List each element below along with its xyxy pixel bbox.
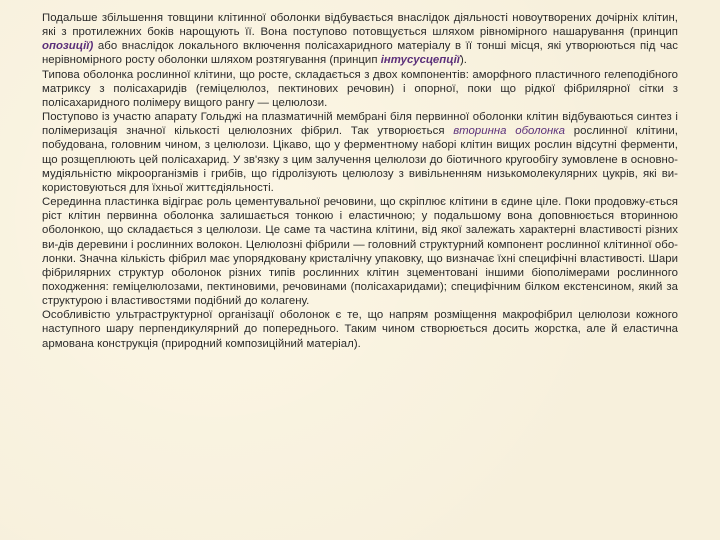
term-intussusception: інтусусцепції bbox=[380, 54, 460, 67]
paragraph-3 bbox=[42, 110, 678, 195]
paragraph-1-text-b: або внаслідок локального включення полісахаридного матеріалу в її тонші місця, які утворюються під час нерівномірного росту оболонки шляхом розтягування (принцип bbox=[42, 40, 678, 67]
term-opposition: опозиції) bbox=[42, 40, 94, 53]
paragraph-5: Особливістю ультраструктурної організації оболонок є те, що напрям розміщення макрофібрил целюлози кожного наступного шару перпендикулярний до попереднього. Таким чином створюється досить жорстка, але й еластична армована конструкція (природний композиційний матеріал). bbox=[42, 309, 678, 350]
term-secondary-wall: вторинна оболонка bbox=[453, 125, 565, 138]
paragraph-1 bbox=[42, 11, 678, 68]
paragraph-1-text-a: Подальше збільшення товщини клітинної оболонки відбувається внаслідок діяльності новоутворених дочірніх клітин, які з протилежних боків нарощують її. Вона поступово потовщується шляхом рівномірного нашарування (принцип bbox=[42, 12, 678, 39]
document-page bbox=[42, 11, 678, 351]
paragraph-4: Серединна пластинка відіграє роль цементувальної речовини, що скріплює клітини в єдине ціле. Поки продовжу-ється ріст клітин первинна оболонка залишається тонкою і еластичною; у подальшому вона доповнюється вторинною оболонкою, що складається з целюлози. Це саме та частина клітини, від якої залежать характерні властивості різних ви-дів деревини і рослинних волокон. Целюлозні фібрили — головний структурний компонент рослинної клітинної обо-лонки. Значна кількість фібрил має упорядковану кристалічну упаковку, що визначає їхні специфічні властивості. Шари фібрилярних структур оболонок різних типів рослинних клітин зцементовані іншими біополімерами рослинного походження: геміцелюлозами, пектиновими, речовинами (полісахаридами); специфічним білком екстенсином, який за структурою і властивостями подібний до колагену. bbox=[42, 196, 678, 308]
paragraph-2: Типова оболонка рослинної клітини, що росте, складається з двох компонентів: аморфного пластичного гелеподібного матриксу з полісахаридів (геміцелюлоз, пектинових речовин) і опорної, поки що рідкої фібрилярної сітки з полісахаридного полімеру вищого рангу — целюлози. bbox=[42, 68, 678, 109]
paragraph-1-text-c: ). bbox=[459, 54, 467, 67]
paragraph-3-text-b: рослинної клітини, побудована, головним чином, з целюлози. Цікаво, що у ферментному наборі клітин вищих рослин відсутні ферменти, що розщеплюють цей полісахарид. У зв'язку з цим залучення целюлози до біотичного кругообігу зумовлене в основно-мудіяльністю мікроорганізмів і грибів, що гідролізують целюлозу з вивільненням низькомолекулярних цукрів, які ви-користовуються для їхньої життєдіяльності. bbox=[42, 125, 678, 194]
paragraph-3-text-a: Поступово із участю апарату Гольджі на плазматичній мембрані біля первинної оболонки клітин відбуваються синтез і полімеризація значної кількості целюлозних фібрил. Так утворюється bbox=[42, 111, 678, 138]
